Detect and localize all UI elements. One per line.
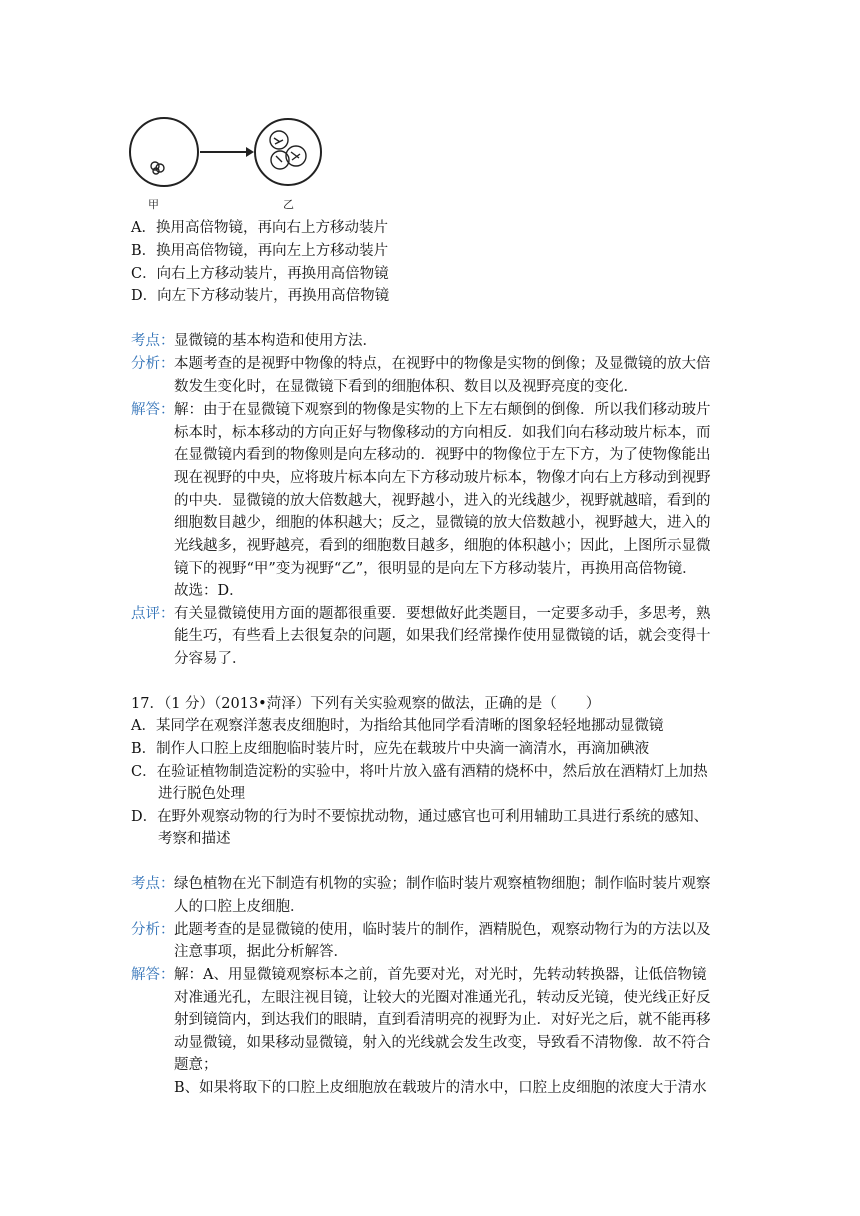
q17-jieda-line: 解：A、用显微镜观察标本之前，首先要对光，对光时，先转动转换器，让低倍物镜 (174, 967, 707, 983)
q16-dianping-tag: 点评： (131, 606, 175, 622)
field-jia-circle (130, 118, 198, 186)
q17-fenxi-tag: 分析： (131, 922, 175, 938)
q16-jieda-line: 在显微镜内看到的物像则是向左移动的．视野中的物像位于左下方，为了使物像能出 (174, 447, 711, 463)
microscope-view-figure (128, 104, 328, 214)
q16-fenxi-tag: 分析： (131, 356, 175, 372)
q16-jieda-line: 细胞数目越少，细胞的体积越大；反之，显微镜的放大倍数越小，视野越大，进入的 (174, 515, 711, 531)
q17-jieda-line: 射到镜筒内，到达我们的眼睛，直到看清明亮的视野为止．对好光之后，就不能再移 (174, 1012, 711, 1028)
q16-fenxi-line: 数发生变化时，在显微镜下看到的细胞体积、数目以及视野亮度的变化． (174, 379, 638, 395)
arrow-head (246, 147, 254, 157)
q17-option-a: A．某同学在观察洋葱表皮细胞时，为指给其他同学看清晰的图象轻轻地挪动显微镜 (131, 718, 664, 734)
microscope-view-diagram (128, 104, 328, 214)
label-yi: 乙 (283, 198, 294, 211)
yi-cells (270, 131, 306, 169)
q17-kaodian-line: 绿色植物在光下制造有机物的实验；制作临时装片观察植物细胞；制作临时装片观察 (174, 876, 711, 892)
q16-dianping-line: 分容易了． (174, 651, 247, 667)
label-jia: 甲 (148, 198, 159, 211)
q17-option-b: B．制作人口腔上皮细胞临时装片时，应先在载玻片中央滴一滴清水，再滴加碘液 (131, 741, 650, 757)
q17-jieda-line: 对准通光孔，左眼注视目镜，让较大的光圈对准通光孔，转动反光镜，使光线正好反 (174, 990, 711, 1006)
q16-jieda-line: 现在视野的中央，应将玻片标本向左下方移动玻片标本，物像才向右上方移动到视野 (174, 470, 711, 486)
q17-jieda-line: 动显微镜，如果移动显微镜，射入的光线就会发生改变，导致看不清物像．故不符合 (174, 1035, 711, 1051)
q16-option-d: D．向左下方移动装片，再换用高倍物镜 (131, 288, 390, 304)
q16-fenxi-line: 本题考查的是视野中物像的特点，在视野中的物像是实物的倒像；及显微镜的放大倍 (174, 356, 711, 372)
q17-kaodian-line: 人的口腔上皮细胞． (174, 899, 305, 915)
q16-answer-line: 故选：D． (174, 583, 244, 599)
q16-dianping-line: 能生巧，有些看上去很复杂的问题，如果我们经常操作使用显微镜的话，就会变得十 (174, 628, 711, 644)
q16-option-c: C．向右上方移动装片，再换用高倍物镜 (131, 266, 389, 282)
q16-jieda-line: 标本时，标本移动的方向正好与物像移动的方向相反．如我们向右移动玻片标本，而 (174, 425, 711, 441)
q17-option-c: C．在验证植物制造淀粉的实验中，将叶片放入盛有酒精的烧杯中，然后放在酒精灯上加热 (131, 764, 708, 780)
q17-jieda-line: 题意； (174, 1057, 218, 1073)
q16-jieda-line: 光线越多，视野越亮，看到的细胞数目越多，细胞的体积越小；因此，上图所示显微 (174, 538, 711, 554)
q16-jieda-line: 的中央．显微镜的放大倍数越大，视野越小，进入的光线越少，视野就越暗，看到的 (174, 493, 711, 509)
q17-fenxi-line: 注意事项，据此分析解答． (174, 944, 348, 960)
q16-kaodian-text: 显微镜的基本构造和使用方法． (174, 333, 377, 349)
field-yi-circle (255, 119, 321, 185)
q17-jieda-line: B、如果将取下的口腔上皮细胞放在载玻片的清水中，口腔上皮细胞的浓度大于清水 (174, 1080, 707, 1096)
q16-kaodian-tag: 考点： (131, 333, 175, 349)
q16-jieda-line: 解：由于在显微镜下观察到的物像是实物的上下左右颠倒的倒像．所以我们移动玻片 (174, 402, 711, 418)
q17-option-d: D．在野外观察动物的行为时不要惊扰动物，通过感官也可利用辅助工具进行系统的感知、 (131, 809, 709, 825)
q17-option-c-cont: 进行脱色处理 (158, 786, 245, 802)
q17-option-d-cont: 考察和描述 (158, 831, 231, 847)
jia-cells (151, 162, 164, 174)
q17-stem: 17．（1 分）（2013•菏泽）下列有关实验观察的做法，正确的是（ ） (131, 696, 601, 712)
q16-jieda-tag: 解答： (131, 402, 175, 418)
q17-fenxi-line: 此题考查的是显微镜的使用，临时装片的制作，酒精脱色，观察动物行为的方法以及 (174, 922, 711, 938)
q17-jieda-tag: 解答： (131, 967, 175, 983)
q16-option-a: A．换用高倍物镜，再向右上方移动装片 (131, 220, 388, 236)
q17-kaodian-tag: 考点： (131, 876, 175, 892)
q16-dianping-line: 有关显微镜使用方面的题都很重要．要想做好此类题目，一定要多动手，多思考，熟 (174, 606, 711, 622)
q16-jieda-line: 镜下的视野“甲”变为视野“乙”，很明显的是向左下方移动装片，再换用高倍物镜． (174, 561, 697, 577)
q16-option-b: B．换用高倍物镜，再向左上方移动装片 (131, 243, 389, 259)
